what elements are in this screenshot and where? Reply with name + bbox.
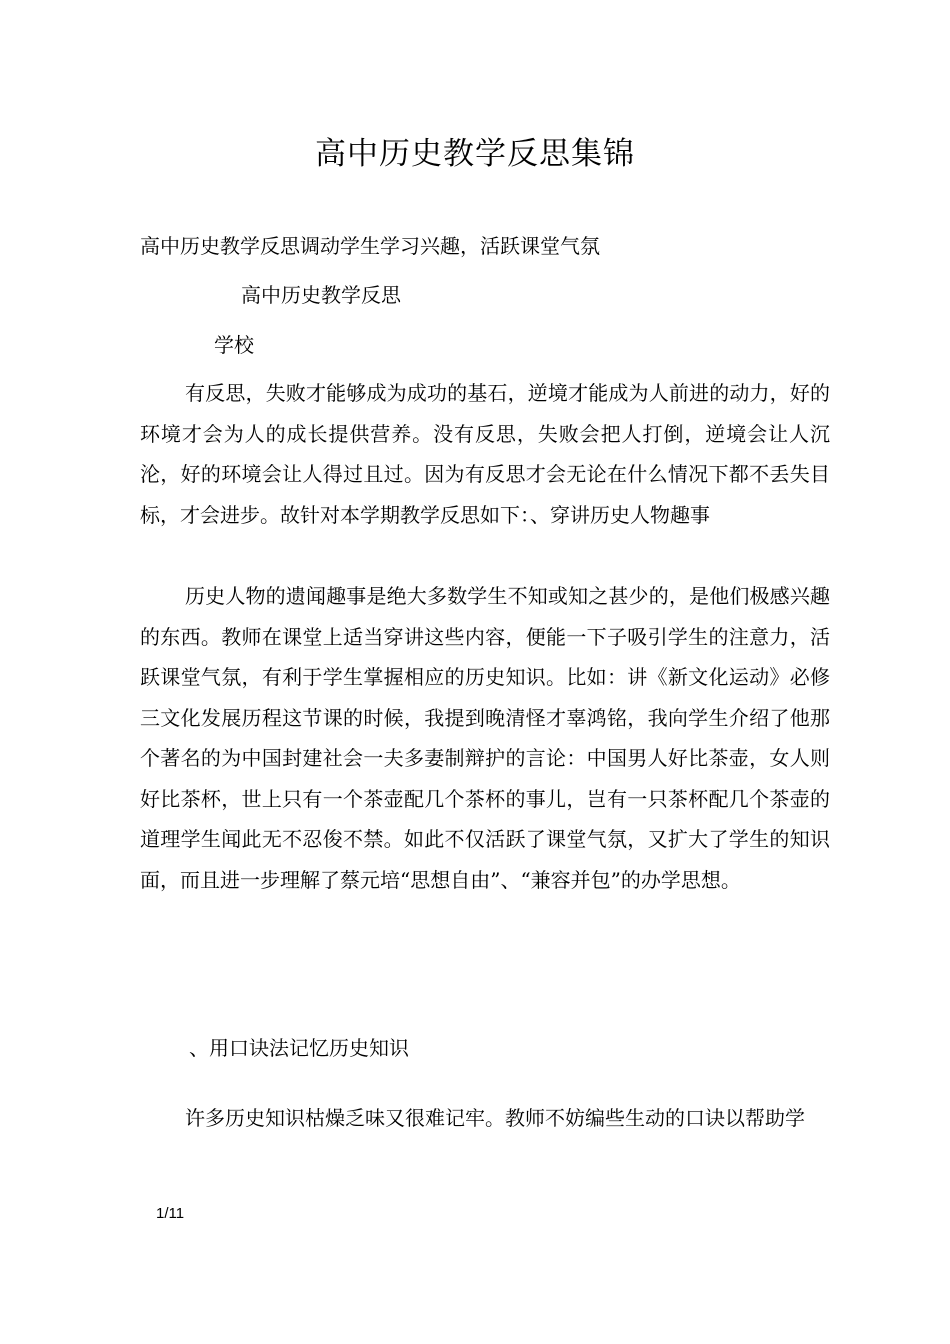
section-heading-mnemonics: 、用口诀法记忆历史知识 [189,1036,409,1060]
document-title: 高中历史教学反思集锦 [315,136,635,172]
paragraph-historical-anecdotes: 历史人物的遗闻趣事是绝大多数学生不知或知之甚少的，是他们极感兴趣的东西。教师在课堂上适当穿讲这些内容，便能一下子吸引学生的注意力，活跃课堂气氛，有利于学生掌握相应的历史知识。比如：讲《新文化运动》必修三文化发展历程这节课的时候，我提到晚清怪才辜鸿铭，我向学生介绍了他那个著名的为中国封建社会一夫多妻制辩护的言论：中国男人好比茶壶，女人则好比茶杯，世上只有一个茶壶配几个茶杯的事儿，岂有一只茶杯配几个茶壶的道理学生闻此无不忍俊不禁。如此不仅活跃了课堂气氛，又扩大了学生的知识面，而且进一步理解了蔡元培“思想自由”、“兼容并包”的办学思想。 [140,584,830,892]
paragraph-mnemonics: 许多历史知识枯燥乏味又很难记牢。教师不妨编些生动的口诀以帮助学 [185,1106,805,1130]
school-label: 学校 [214,333,254,357]
page-number: 1/11 [156,1205,185,1222]
document-subtitle: 高中历史教学反思调动学生学习兴趣，活跃课堂气氛 [140,234,600,258]
section-heading: 高中历史教学反思 [241,283,401,307]
paragraph-reflection-intro: 有反思，失败才能够成为成功的基石，逆境才能成为人前进的动力，好的环境才会为人的成长提供营养。没有反思，失败会把人打倒，逆境会让人沉沦，好的环境会让人得过且过。因为有反思才会无论在什么情况下都不丢失目标，才会进步。故针对本学期教学反思如下：、穿讲历史人物趣事 [140,381,830,527]
